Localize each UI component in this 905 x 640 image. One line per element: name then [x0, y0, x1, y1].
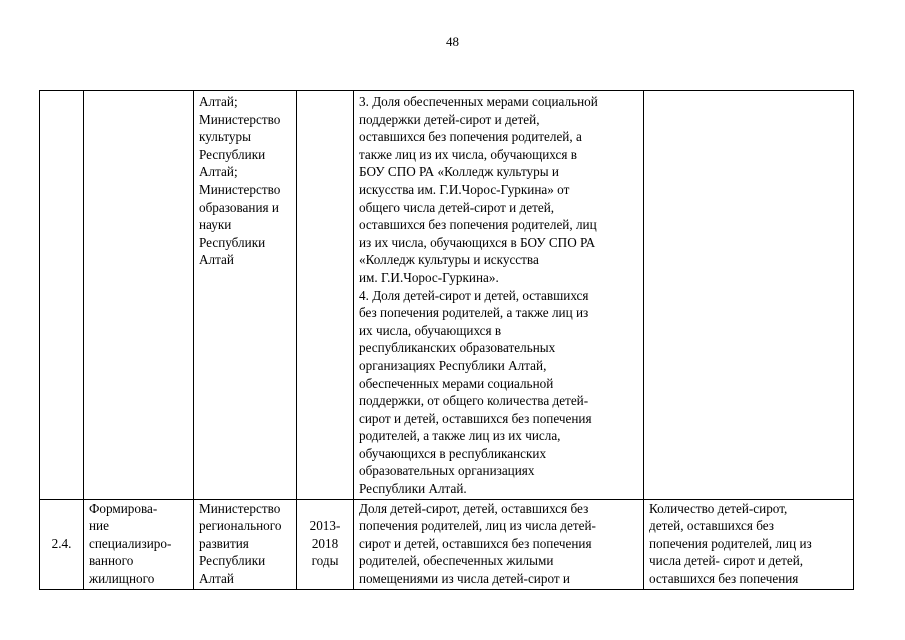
row-number: 2.4. — [51, 535, 72, 551]
cell-measure-name — [84, 499, 194, 589]
cell-indicators — [354, 499, 644, 589]
executor-text: Алтай; Министерство культуры Республики Алтай; Министерство образования и науки Республики Алтай — [199, 94, 281, 268]
indicators-text: 3. Доля обеспеченных мерами социальной поддержки детей-сирот и детей, оставшихся без попечения родителей, а также лиц из их числа, обучающихся в БОУ СПО РА «Колледж культуры и искусства им. Г.И.Чорос-Гуркина» от общего числа детей-сирот и детей, оставшихся без попечения родителей, лиц из их числа, обучающихся в БОУ СПО РА «Колледж культуры и искусства им. Г.И.Чорос-Гуркина». 4. Доля детей-сирот и детей, оставшихся без попечения родителей, а также лиц из их числа, обучающихся в республиканских образовательных организациях Республики Алтай, обеспеченных мерами социальной поддержки, от общего количества детей- сирот и детей, оставшихся без попечения родителей, а также лиц из их числа, обучающихся в республиканских образовательных организациях Республики Алтай. — [359, 94, 598, 497]
cell-executor — [194, 499, 297, 589]
cell-measure-name — [84, 91, 194, 500]
table-row — [40, 499, 854, 589]
period-text: 2013- 2018 годы — [309, 518, 341, 569]
cell-period — [297, 91, 354, 500]
cell-period — [297, 499, 354, 589]
executor-text: Министерство регионального развития Республики Алтай — [199, 500, 282, 587]
program-table — [39, 90, 854, 590]
results-text: Количество детей-сирот, детей, оставшихся без попечения родителей, лиц из числа детей- сирот и детей, оставшихся без попечения — [649, 500, 812, 587]
measure-name-text: Формирова- ние специализиро- ванного жилищного — [89, 500, 172, 587]
cell-indicators — [354, 91, 644, 500]
cell-executor — [194, 91, 297, 500]
cell-number — [40, 499, 84, 589]
cell-number — [40, 91, 84, 500]
table-row — [40, 91, 854, 500]
indicators-text: Доля детей-сирот, детей, оставшихся без попечения родителей, лиц из числа детей- сирот и детей, оставшихся без попечения родителей, обеспеченных жилыми помещениями из числа детей-сирот и — [359, 500, 596, 587]
page-number: 48 — [446, 34, 459, 49]
cell-results — [644, 91, 854, 500]
cell-results — [644, 499, 854, 589]
